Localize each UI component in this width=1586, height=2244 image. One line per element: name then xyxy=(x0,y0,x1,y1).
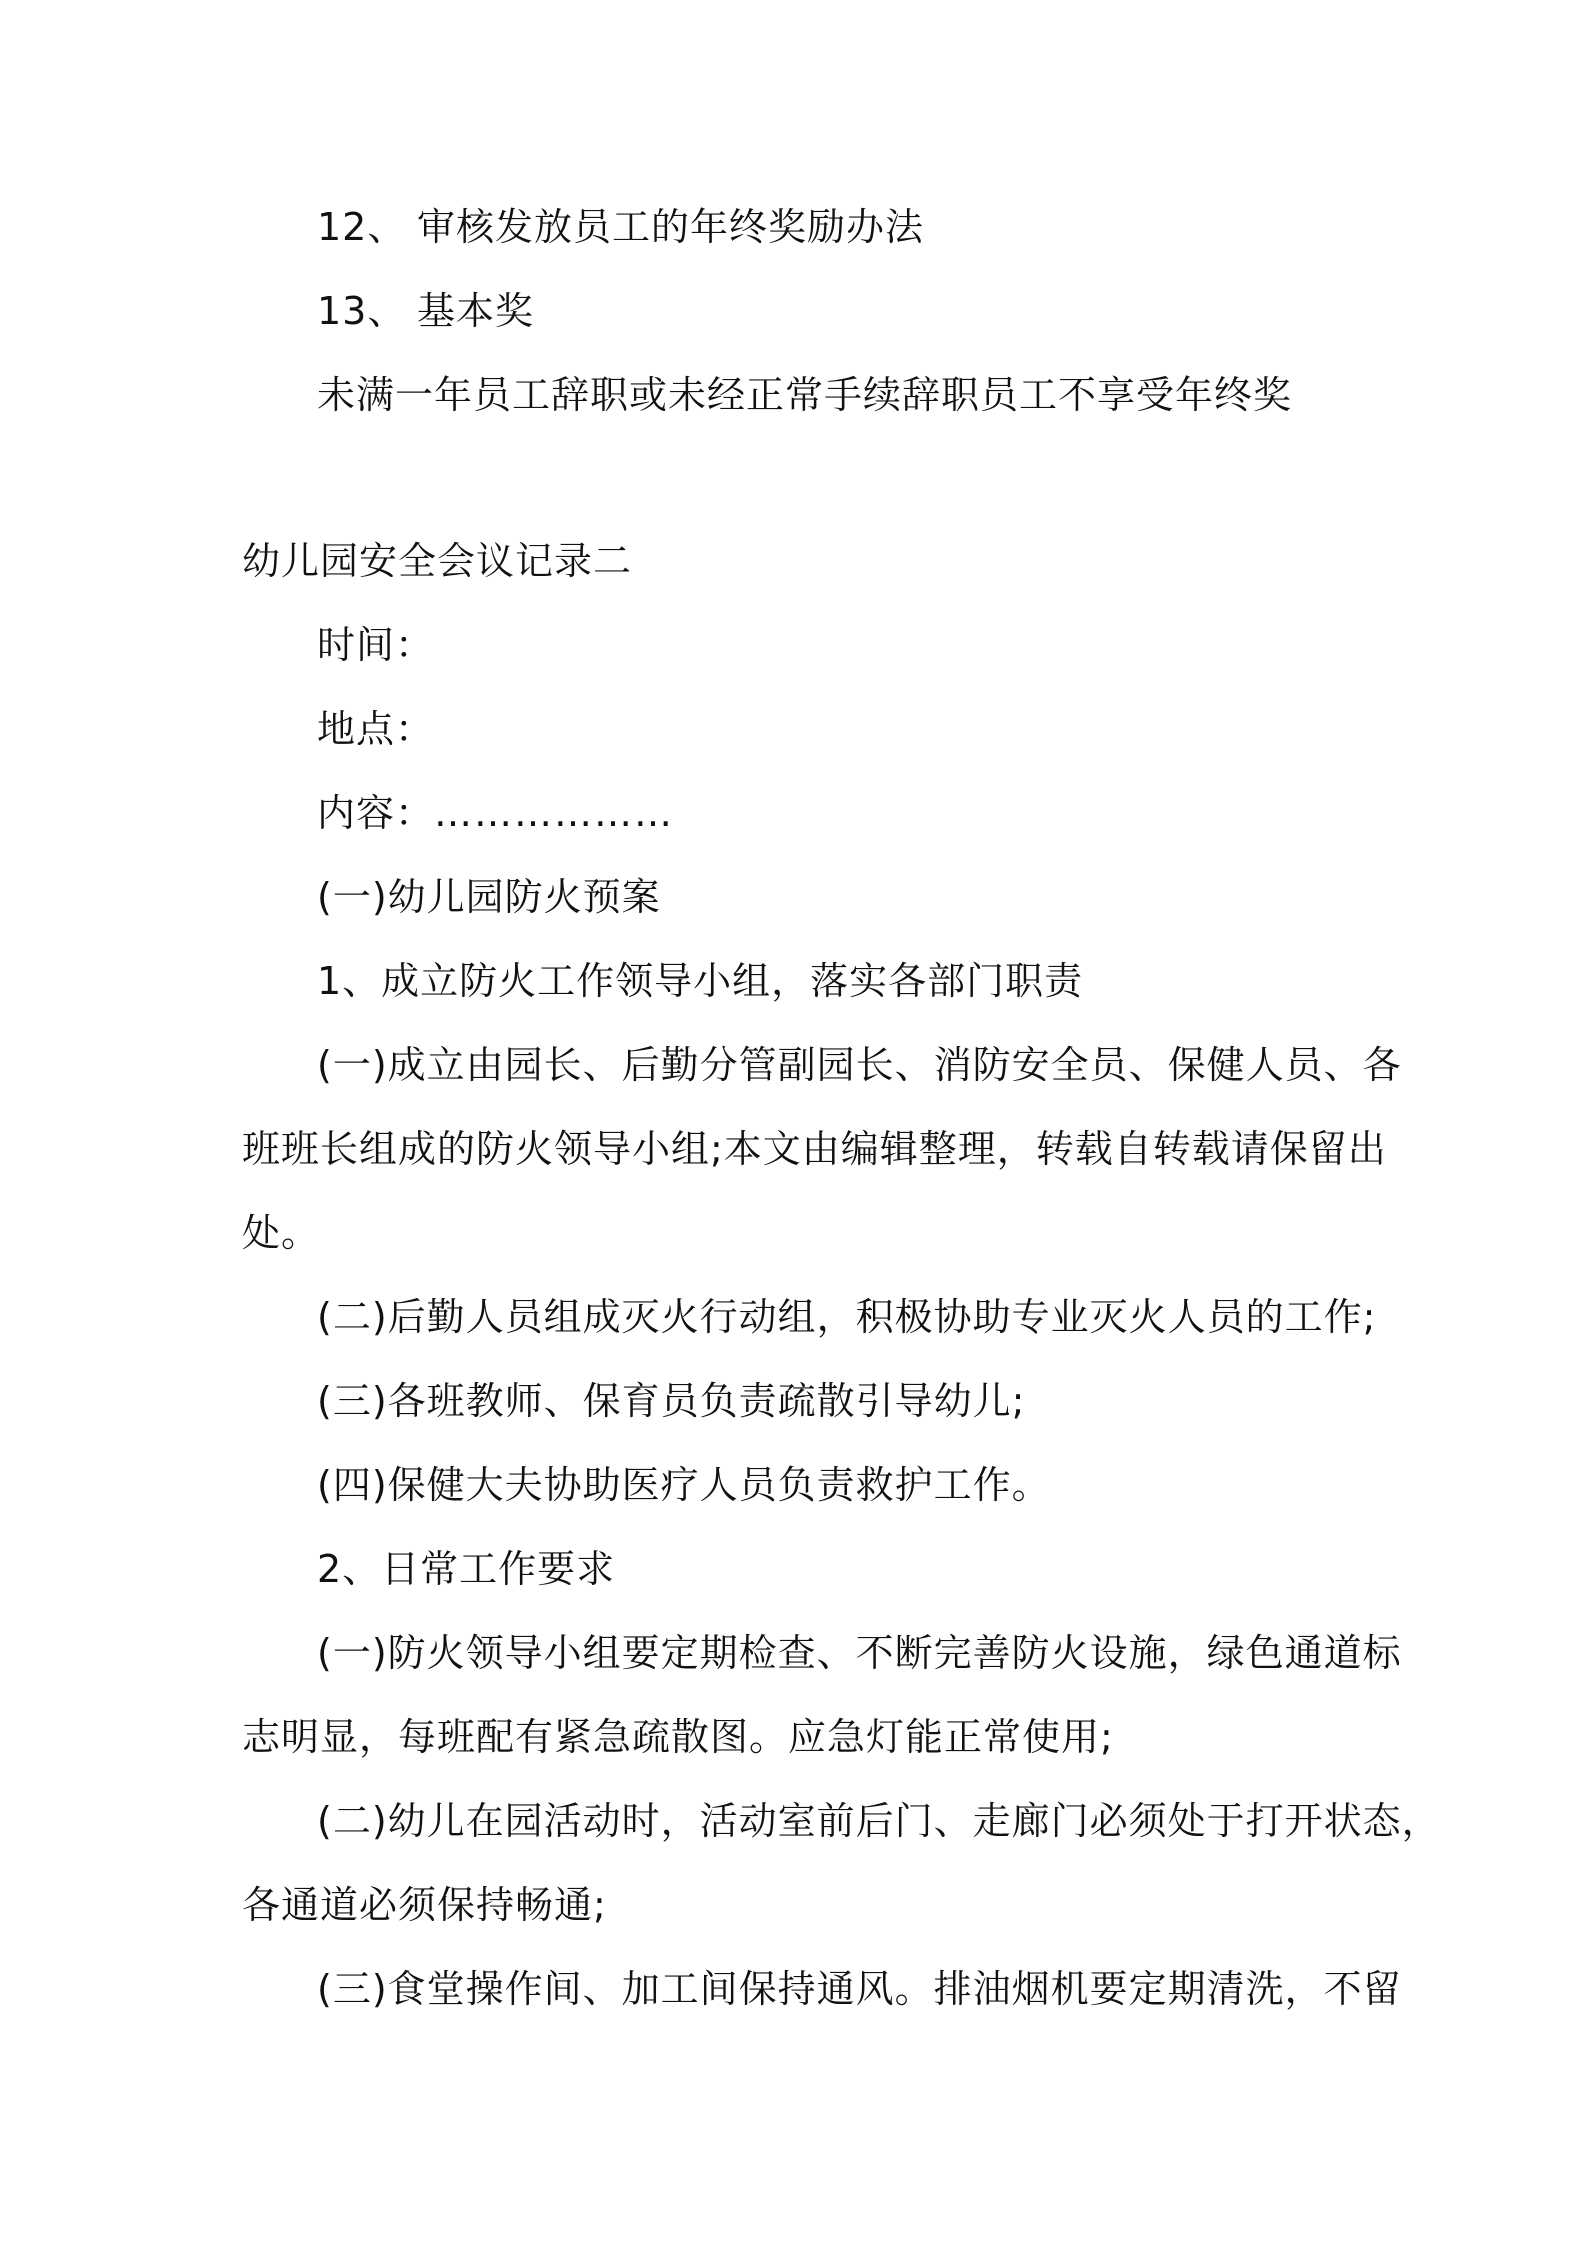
list-item-12 xyxy=(317,202,924,252)
paragraph-line: (三)各班教师、保育员负责疏散引导幼儿; xyxy=(317,1379,1026,1423)
list-item-13 xyxy=(317,286,534,336)
meta-place: 地点： xyxy=(317,707,435,751)
meta-content xyxy=(317,788,674,838)
list-item-number: 13、 xyxy=(317,289,407,333)
list-item-number: 12、 xyxy=(317,205,407,249)
list-item-text: 基本奖 xyxy=(417,289,535,333)
paragraph-line: (一)成立由园长、后勤分管副园长、消防安全员、保健人员、各 xyxy=(317,1043,1402,1087)
meta-time: 时间： xyxy=(317,623,435,667)
subsection-heading-2: 2、日常工作要求 xyxy=(317,1547,616,1591)
paragraph-line: 处。 xyxy=(242,1211,321,1255)
paragraph-line: 志明显，每班配有紧急疏散图。应急灯能正常使用; xyxy=(242,1715,1114,1759)
note-paragraph: 未满一年员工辞职或未经正常手续辞职员工不享受年终奖 xyxy=(317,373,1293,417)
document-title: 幼儿园安全会议记录二 xyxy=(242,539,633,583)
meta-content-label: 内容： xyxy=(317,791,435,835)
paragraph-line: (二)后勤人员组成灭火行动组，积极协助专业灭火人员的工作; xyxy=(317,1295,1377,1339)
paragraph-line: 班班长组成的防火领导小组;本文由编辑整理，转载自转载请保留出 xyxy=(242,1127,1387,1171)
subsection-heading-1: 1、成立防火工作领导小组，落实各部门职责 xyxy=(317,959,1084,1003)
paragraph-line: (三)食堂操作间、加工间保持通风。排油烟机要定期清洗，不留 xyxy=(317,1967,1402,2011)
paragraph-line: (四)保健大夫协助医疗人员负责救护工作。 xyxy=(317,1463,1051,1507)
meta-content-dots: ……………… xyxy=(434,791,675,835)
paragraph-line: (一)防火领导小组要定期检查、不断完善防火设施，绿色通道标 xyxy=(317,1631,1402,1675)
section-heading: (一)幼儿园防火预案 xyxy=(317,875,661,919)
list-item-text: 审核发放员工的年终奖励办法 xyxy=(417,205,925,249)
paragraph-line: 各通道必须保持畅通; xyxy=(242,1883,607,1927)
paragraph-line: (二)幼儿在园活动时，活动室前后门、走廊门必须处于打开状态， xyxy=(317,1799,1441,1843)
